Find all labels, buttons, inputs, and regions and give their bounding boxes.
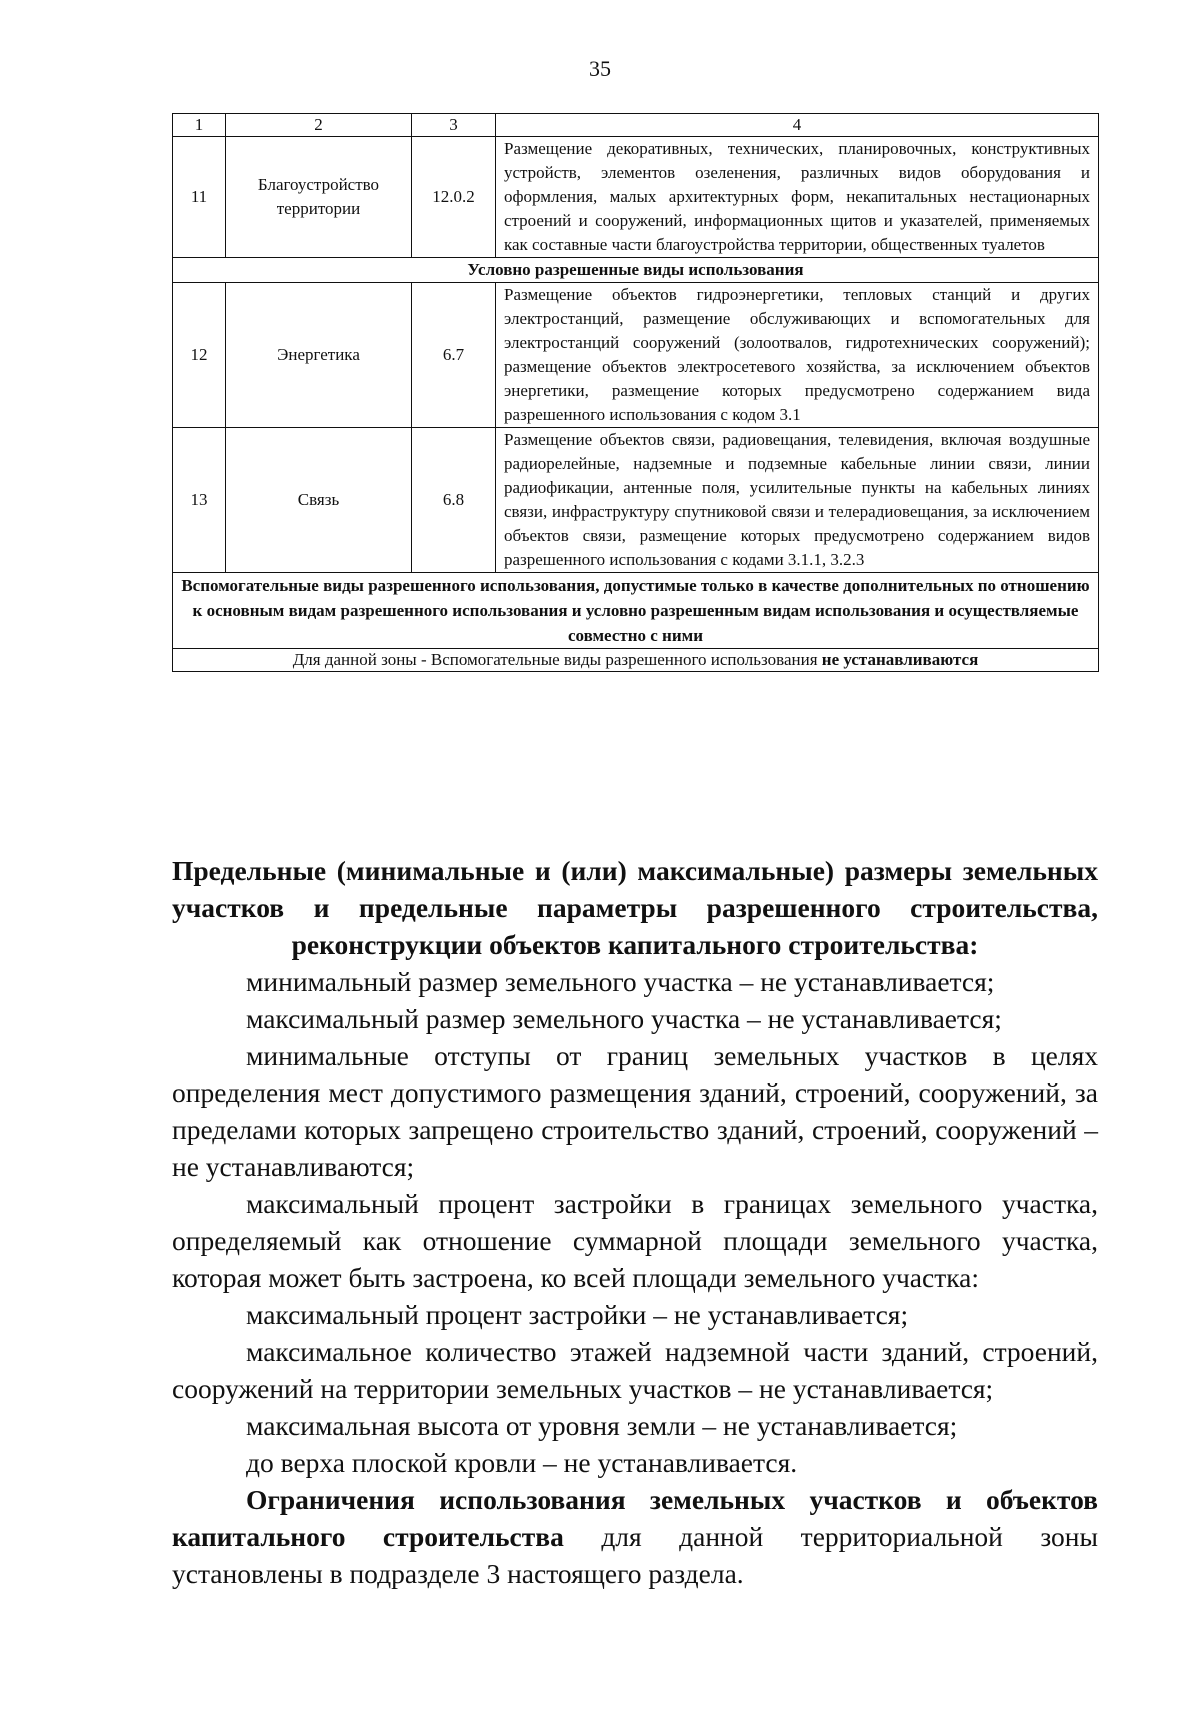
column-header-2: 2	[226, 114, 412, 137]
parameter-item: максимальное количество этажей надземной части зданий, строений, сооружений на территории земельных участков – не устанавливается;	[172, 1336, 1098, 1404]
table-row	[173, 283, 1099, 428]
parameters-heading: Предельные (минимальные и (или) максимальные) размеры земельных участков и предельные параметры разрешенного строительства, реконструкции объектов капитального строительства:	[172, 855, 1098, 960]
row-number: 11	[173, 137, 226, 258]
restrictions-rest: для данной территориальной зоны установлены в подразделе 3 настоящего раздела.	[172, 1521, 1098, 1589]
row-number: 12	[173, 283, 226, 428]
column-header-1: 1	[173, 114, 226, 137]
table-header-row	[173, 114, 1099, 137]
use-type-name: Связь	[226, 428, 412, 573]
use-type-code: 12.0.2	[412, 137, 496, 258]
auxiliary-uses-note	[173, 649, 1099, 672]
table-row	[173, 428, 1099, 573]
auxiliary-uses-title: Вспомогательные виды разрешенного использования, допустимые только в качестве дополнительных по отношению к основным видам разрешенного использования и условно разрешенным видам использования и осуществляемые совместно с ними	[173, 573, 1099, 649]
parameter-item: максимальный процент застройки – не устанавливается;	[246, 1299, 909, 1330]
use-type-name: Энергетика	[226, 283, 412, 428]
parameter-item: максимальный размер земельного участка – не устанавливается;	[246, 1003, 1002, 1034]
restrictions-bold: Ограничения использования земельных участков и объектов капитального строительства	[172, 1484, 1098, 1552]
parameter-item: минимальный размер земельного участка – не устанавливается;	[246, 966, 995, 997]
column-header-4: 4	[496, 114, 1099, 137]
table-row	[173, 137, 1099, 258]
use-type-description: Размещение объектов гидроэнергетики, тепловых станций и других электростанций, размещение обслуживающих и вспомогательных для электростанций сооружений (золоотвалов, гидротехнических сооружений); размещение объектов электросетевого хозяйства, за исключением объектов энергетики, размещение которых предусмотрено содержанием вида разрешенного использования с кодом 3.1	[496, 283, 1099, 428]
restrictions-paragraph	[172, 1481, 1098, 1592]
parameter-item: максимальная высота от уровня земли – не устанавливается;	[246, 1410, 958, 1441]
regulations-text	[172, 852, 1098, 1592]
column-header-3: 3	[412, 114, 496, 137]
section-row-auxiliary	[173, 573, 1099, 649]
section-row-auxiliary-note	[173, 649, 1099, 672]
page-number: 35	[589, 56, 611, 81]
parameter-item: до верха плоской кровли – не устанавливается.	[246, 1447, 798, 1478]
use-type-name: Благоустройство территории	[226, 137, 412, 258]
conditional-uses-title: Условно разрешенные виды использования	[173, 258, 1099, 283]
section-row-conditional	[173, 258, 1099, 283]
auxiliary-note-bold: не устанавливаются	[821, 650, 979, 669]
auxiliary-note-prefix: Для данной зоны - Вспомогательные виды разрешенного использования	[292, 650, 818, 669]
use-type-code: 6.7	[412, 283, 496, 428]
land-use-table	[172, 113, 1099, 672]
parameter-item: минимальные отступы от границ земельных участков в целях определения мест допустимого размещения зданий, строений, сооружений, за пределами которых запрещено строительство зданий, строений, сооружений – не устанавливаются;	[172, 1040, 1098, 1182]
row-number: 13	[173, 428, 226, 573]
parameter-item: максимальный процент застройки в границах земельного участка, определяемый как отношение суммарной площади земельного участка, которая может быть застроена, ко всей площади земельного участка:	[172, 1188, 1098, 1293]
use-type-code: 6.8	[412, 428, 496, 573]
use-type-description: Размещение объектов связи, радиовещания, телевидения, включая воздушные радиорелейные, надземные и подземные кабельные линии связи, линии радиофикации, антенные поля, усилительные пункты на кабельных линиях связи, инфраструктуру спутниковой связи и телерадиовещания, за исключением объектов связи, размещение которых предусмотрено содержанием видов разрешенного использования с кодами 3.1.1, 3.2.3	[496, 428, 1099, 573]
use-type-description: Размещение декоративных, технических, планировочных, конструктивных устройств, элементов озеленения, различных видов оборудования и оформления, малых архитектурных форм, некапитальных нестационарных строений и сооружений, информационных щитов и указателей, применяемых как составные части благоустройства территории, общественных туалетов	[496, 137, 1099, 258]
